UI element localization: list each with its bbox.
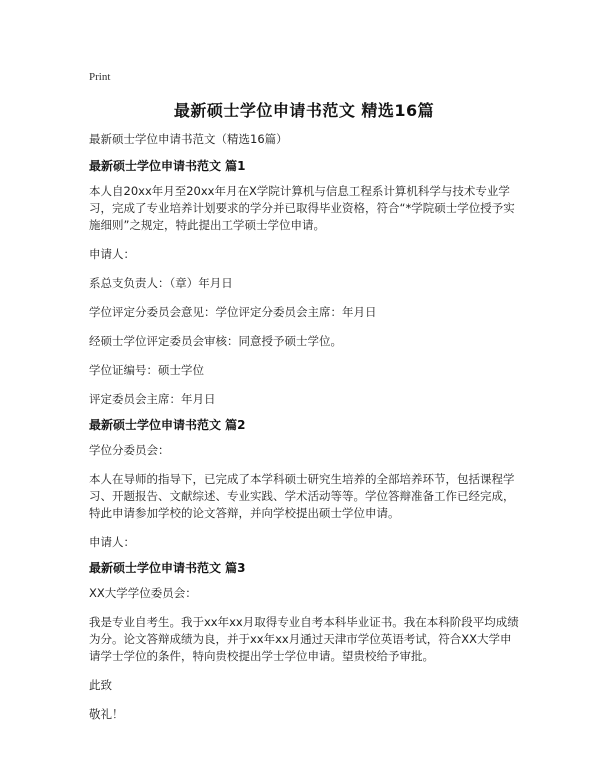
paragraph: 学位分委员会： [89, 443, 170, 457]
section-2 [89, 416, 519, 551]
document-subtitle: 最新硕士学位申请书范文（精选16篇） [89, 132, 288, 146]
print-label[interactable]: Print [89, 71, 111, 83]
paragraph: 敬礼！ [89, 707, 124, 721]
paragraph: 系总支负责人：（章）年月日 [89, 276, 233, 290]
paragraph: 本人自20xx年月至20xx年月在X学院计算机与信息工程系计算机科学与技术专业学习，完成了专业培养计划要求的学分并已取得毕业资格，符合“*学院硕士学位授予实施细则”之规定，特此提出工学硕士学位申请。 [89, 184, 515, 232]
section-1 [89, 157, 519, 408]
paragraph: 我是专业自考生。我于xx年xx月取得专业自考本科毕业证书。我在本科阶段平均成绩为分。论文答辩成绩为良，并于xx年xx月通过天津市学位英语考试，符合XX大学申请学士学位的条件，特向贵校提出学士学位申请。望贵校给予审批。 [89, 615, 519, 663]
paragraph: 申请人： [89, 535, 135, 549]
document-body [89, 157, 519, 735]
section-heading: 最新硕士学位申请书范文 篇2 [89, 418, 246, 432]
paragraph: 学位证编号：硕士学位 [89, 363, 204, 377]
paragraph: 本人在导师的指导下，已完成了本学科硕士研究生培养的全部培养环节，包括课程学习、开题报告、文献综述、专业实践、学术活动等等。学位答辩准备工作已经完成，特此申请参加学校的论文答辩，并向学校提出硕士学位申请。 [89, 472, 515, 520]
section-heading: 最新硕士学位申请书范文 篇3 [89, 561, 246, 575]
paragraph: 经硕士学位评定委员会审核：同意授予硕士学位。 [89, 334, 342, 348]
paragraph: 此致 [89, 678, 112, 692]
paragraph: 学位评定分委员会意见：学位评定分委员会主席：年月日 [89, 305, 377, 319]
section-heading: 最新硕士学位申请书范文 篇1 [89, 159, 246, 173]
paragraph: 申请人： [89, 247, 135, 261]
paragraph: XX大学学位委员会： [89, 586, 197, 600]
page-title: 最新硕士学位申请书范文 精选16篇 [173, 101, 435, 120]
section-3 [89, 559, 519, 723]
paragraph: 评定委员会主席：年月日 [89, 392, 216, 406]
